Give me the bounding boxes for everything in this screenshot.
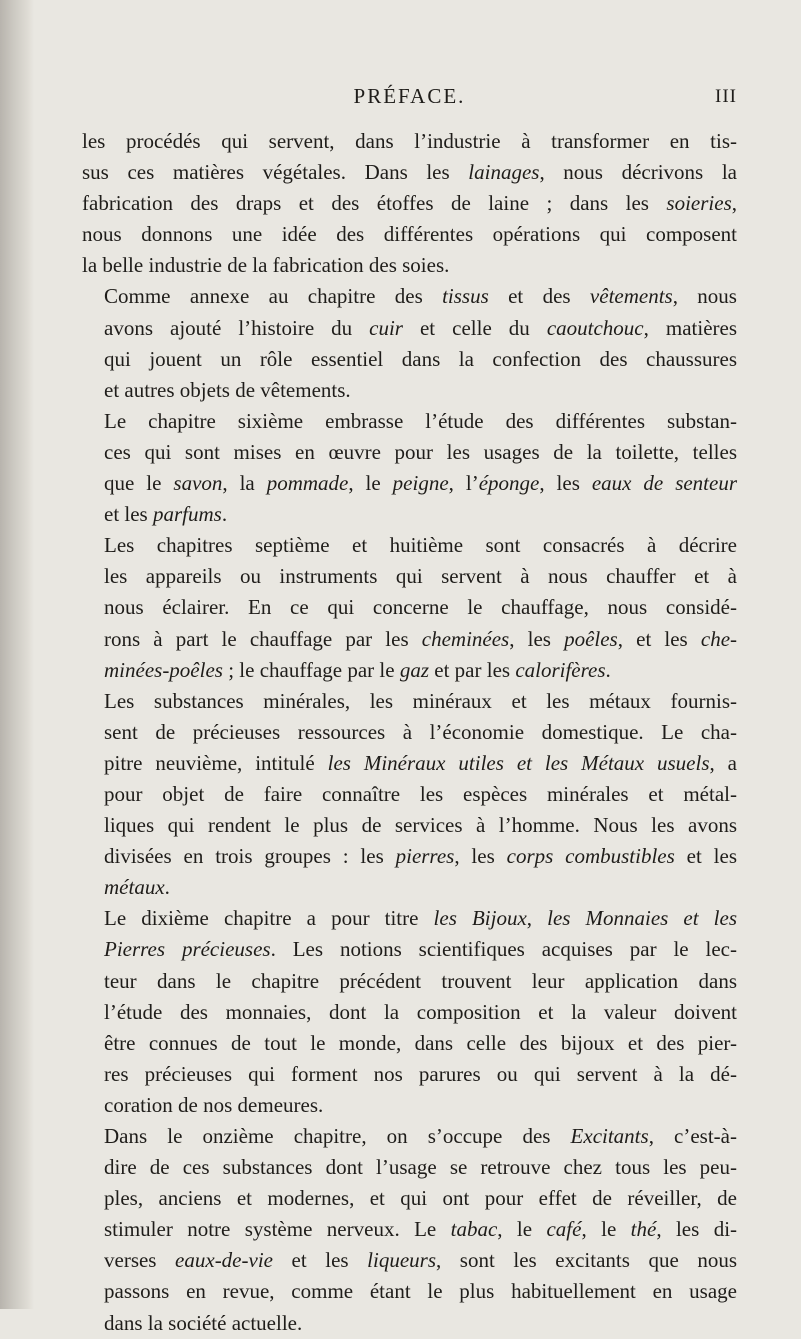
text-line: et autres objets de vêtements.: [104, 377, 351, 402]
text-line: les appareils ou instruments qui servent à nous chauffer et à: [104, 564, 737, 589]
text-line: stimuler notre système nerveux. Le tabac, le café, le thé, les di-: [104, 1217, 738, 1242]
text-line: et les parfums.: [104, 502, 228, 527]
text-line: la belle industrie de la fabrication des soies.: [82, 253, 450, 278]
text-line: Le chapitre sixième embrasse l’étude des différentes substan-: [104, 408, 737, 433]
text-line: pitre neuvième, intitulé les Minéraux utiles et les Métaux usuels, a: [104, 750, 738, 775]
body-text: [82, 126, 737, 1339]
text-line: dire de ces substances dont l’usage se retrouve chez tous les peu-: [104, 1155, 737, 1180]
text-line: que le savon, la pommade, le peigne, l’éponge, les eaux de senteur: [104, 471, 738, 496]
text-line: Comme annexe au chapitre des tissus et des vêtements, nous: [104, 284, 737, 309]
text-line: nous donnons une idée des différentes opérations qui composent: [82, 222, 737, 247]
paragraph: [82, 126, 737, 281]
text-line: qui jouent un rôle essentiel dans la confection des chaussures: [104, 346, 737, 371]
paragraph: [82, 281, 737, 405]
paragraph: [82, 686, 737, 904]
running-head: [82, 84, 737, 114]
paragraph: [82, 903, 737, 1121]
text-line: divisées en trois groupes : les pierres, les corps combustibles et les: [104, 844, 738, 869]
paragraph: [82, 1121, 737, 1339]
text-line: ples, anciens et modernes, et qui ont pour effet de réveiller, de: [104, 1186, 737, 1211]
text-line: Les substances minérales, les minéraux et les métaux fournis-: [104, 688, 737, 713]
text-line: Pierres précieuses. Les notions scientifiques acquises par le lec-: [104, 937, 737, 962]
text-line: Les chapitres septième et huitième sont consacrés à décrire: [104, 533, 737, 558]
text-line: fabrication des draps et des étoffes de laine ; dans les soieries,: [82, 191, 737, 216]
running-title: PRÉFACE.: [353, 84, 466, 108]
text-line: teur dans le chapitre précédent trouvent leur application dans: [104, 968, 737, 993]
text-line: être connues de tout le monde, dans celle des bijoux et des pier-: [104, 1030, 737, 1055]
text-line: dans la société actuelle.: [104, 1310, 303, 1335]
text-line: sus ces matières végétales. Dans les lainages, nous décrivons la: [82, 160, 737, 185]
text-line: métaux.: [104, 875, 170, 900]
paragraph: [82, 406, 737, 530]
text-line: passons en revue, comme étant le plus habituellement en usage: [104, 1279, 737, 1304]
text-line: res précieuses qui forment nos parures ou qui servent à la dé-: [104, 1061, 737, 1086]
text-line: Dans le onzième chapitre, on s’occupe des Excitants, c’est-à-: [104, 1124, 737, 1148]
page-number: III: [715, 86, 737, 107]
text-line: minées-poêles ; le chauffage par le gaz et par les calorifères.: [104, 657, 611, 682]
text-line: l’étude des monnaies, dont la composition et la valeur doivent: [104, 999, 737, 1024]
text-line: verses eaux-de-vie et les liqueurs, sont les excitants que nous: [104, 1248, 738, 1273]
text-line: Le dixième chapitre a pour titre les Bijoux, les Monnaies et les: [104, 906, 737, 931]
text-line: ces qui sont mises en œuvre pour les usages de la toilette, telles: [104, 439, 737, 464]
text-line: coration de nos demeures.: [104, 1092, 324, 1117]
paragraph: [82, 530, 737, 685]
text-line: pour objet de faire connaître les espèces minérales et métal-: [104, 781, 737, 806]
text-line: sent de précieuses ressources à l’économie domestique. Le cha-: [104, 719, 737, 744]
text-line: rons à part le chauffage par les cheminées, les poêles, et les che-: [104, 626, 738, 651]
text-line: avons ajouté l’histoire du cuir et celle du caoutchouc, matières: [104, 315, 737, 340]
text-line: liques qui rendent le plus de services à l’homme. Nous les avons: [104, 813, 737, 838]
text-line: les procédés qui servent, dans l’industrie à transformer en tis-: [82, 129, 737, 153]
text-line: nous éclairer. En ce qui concerne le chauffage, nous considé-: [104, 595, 737, 620]
